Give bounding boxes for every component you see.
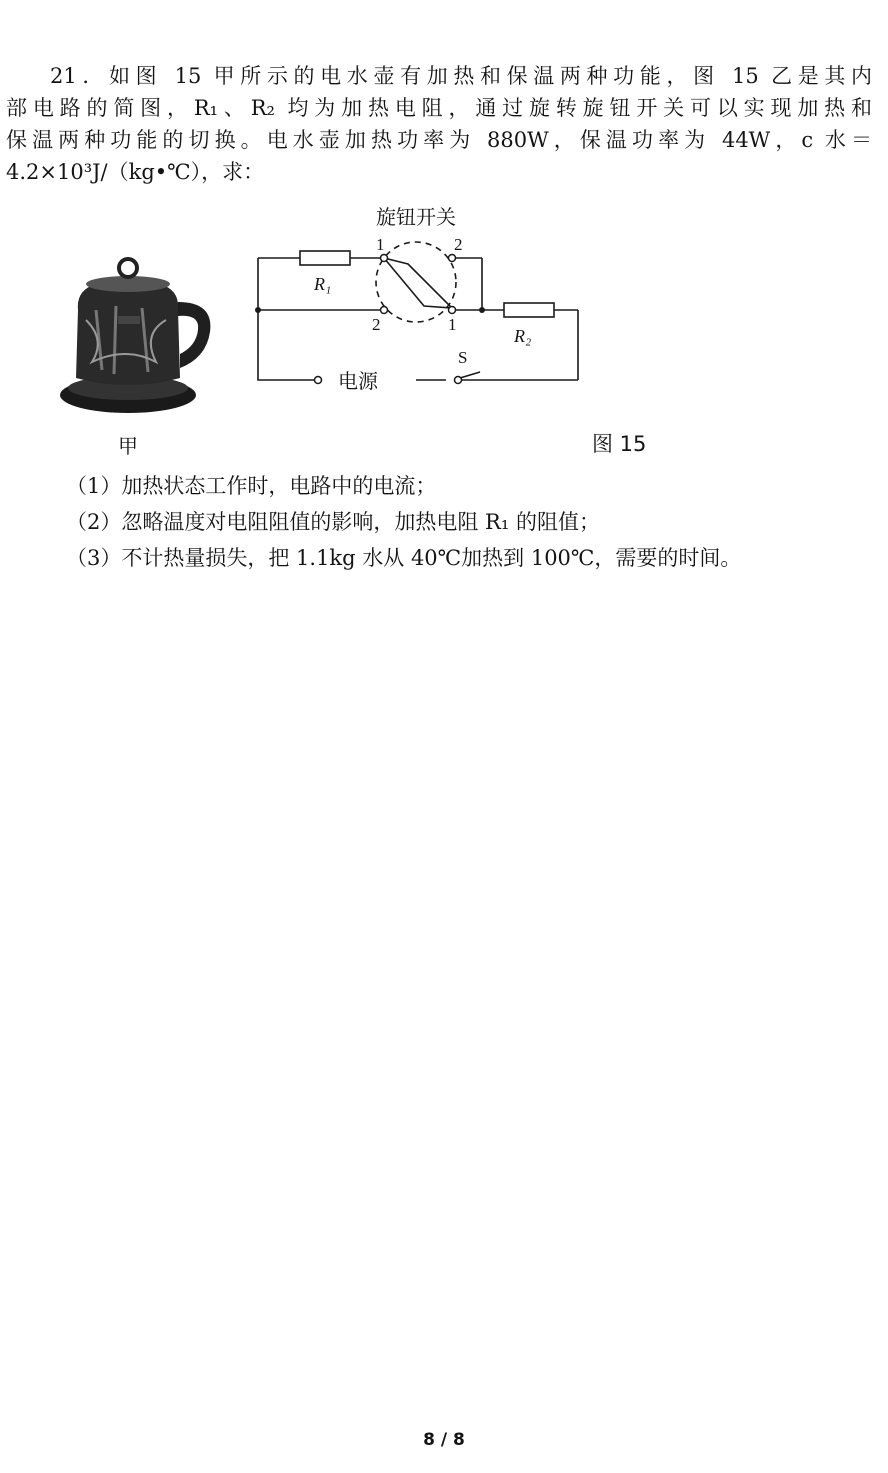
resistor-r1-label: R₁ <box>314 274 332 294</box>
power-source-label: 电源 <box>338 369 378 393</box>
kettle-photo <box>56 250 216 420</box>
figure-caption: 图 15 <box>592 432 647 456</box>
terminal-1-bottom: 1 <box>448 315 457 334</box>
question-2: （2）忽略温度对电阻阻值的影响，加热电阻 R₁ 的阻值； <box>66 510 600 534</box>
problem-line-2: 部电路的简图，R₁、R₂ 均为加热电阻，通过旋转旋钮开关可以实现加热和 <box>6 96 872 120</box>
switch-s-label: S <box>458 348 468 367</box>
terminal-2-top: 2 <box>454 235 463 254</box>
question-3: （3）不计热量损失，把 1.1kg 水从 40℃加热到 100℃，需要的时间。 <box>66 546 742 570</box>
terminal-1-top: 1 <box>376 235 385 254</box>
question-1: （1）加热状态工作时，电路中的电流； <box>66 474 437 498</box>
problem-line-1: 21．如图 15 甲所示的电水壶有加热和保温两种功能，图 15 乙是其内 <box>50 64 872 88</box>
problem-line-4: 4.2×10³J/（kg•℃），求： <box>6 160 265 184</box>
figure-15 <box>56 200 676 470</box>
problem-line-3: 保温两种功能的切换。电水壶加热功率为 880W，保温功率为 44W，c 水＝ <box>6 128 872 152</box>
page-number: 8 / 8 <box>423 1430 465 1450</box>
resistor-r2-label: R₂ <box>514 326 532 346</box>
switch-title: 旋钮开关 <box>376 205 456 229</box>
question-list <box>66 468 741 576</box>
caption-jia: 甲 <box>118 434 138 458</box>
circuit-diagram <box>248 200 588 400</box>
problem-text <box>6 60 872 188</box>
terminal-2-bottom: 2 <box>372 315 381 334</box>
